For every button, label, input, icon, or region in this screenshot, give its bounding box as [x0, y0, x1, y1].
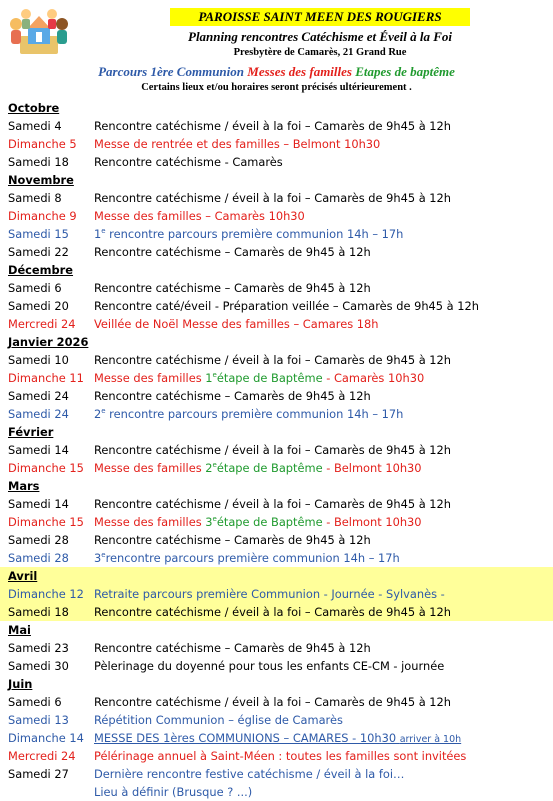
- ordinal-superscript: e: [101, 227, 106, 236]
- schedule-entry: [0, 387, 553, 405]
- entry-description: [94, 189, 451, 207]
- planning-subtitle: Planning rencontres Catéchisme et Éveil à la Foi: [188, 29, 452, 44]
- month-heading: [0, 333, 553, 351]
- entry-description: [94, 711, 343, 729]
- entry-day: Samedi 23: [8, 641, 69, 655]
- month-heading: [0, 423, 553, 441]
- entry-text: Rencontre catéchisme / éveil à la foi – Camarès de 9h45 à 12h: [94, 695, 452, 709]
- entry-description: [94, 297, 479, 315]
- entry-description: [94, 495, 451, 513]
- entry-description: [94, 639, 371, 657]
- schedule-entry: [0, 243, 553, 261]
- entry-text: rencontre parcours première communion 14h – 17h: [105, 407, 404, 421]
- entry-day: Samedi 20: [8, 299, 69, 313]
- schedule-entry: [0, 783, 553, 801]
- entry-text: étape de Baptême: [216, 371, 323, 385]
- schedule-entry: [0, 495, 553, 513]
- month-heading: [0, 621, 553, 639]
- schedule-entry: [0, 405, 553, 423]
- entry-description: [94, 585, 445, 603]
- month-label: Octobre: [8, 101, 60, 115]
- schedule-entry: [0, 603, 553, 621]
- schedule-entry: [0, 765, 553, 783]
- entry-description: [94, 693, 451, 711]
- entry-description: [94, 153, 283, 171]
- schedule-entry: [0, 297, 553, 315]
- entry-text: Rencontre catéchisme / éveil à la foi – Camarès de 9h45 à 12h: [94, 497, 452, 511]
- entry-description: [94, 405, 403, 423]
- schedule-entry: [0, 513, 553, 531]
- entry-day: Samedi 24: [8, 389, 69, 403]
- entry-text: 3: [205, 515, 213, 529]
- entry-text: - Camarès 10h30: [322, 371, 425, 385]
- entry-day: Samedi 30: [8, 659, 69, 673]
- entry-text: Veillée de Noël Messe des familles – Camares 18h: [94, 317, 379, 331]
- entry-day: Samedi 27: [8, 767, 69, 781]
- entry-day: Samedi 10: [8, 353, 69, 367]
- entry-day: Dimanche 9: [8, 209, 77, 223]
- entry-text: 2: [205, 461, 213, 475]
- entry-text: Rencontre catéchisme / éveil à la foi – Camarès de 9h45 à 12h: [94, 119, 452, 133]
- entry-day: Dimanche 11: [8, 371, 84, 385]
- schedule-entry: [0, 639, 553, 657]
- entry-day: Samedi 28: [8, 551, 69, 565]
- entry-description: [94, 243, 371, 261]
- schedule-entry: [0, 207, 553, 225]
- entry-text: étape de Baptême: [216, 515, 323, 529]
- schedule-entry: [0, 729, 553, 747]
- entry-day: Samedi 6: [8, 281, 62, 295]
- entry-text: Retraite parcours première Communion - Journée - Sylvanès -: [94, 587, 445, 601]
- entry-text: arriver à 10h: [399, 734, 462, 745]
- entry-text: Rencontre catéchisme / éveil à la foi – Camarès de 9h45 à 12h: [94, 353, 452, 367]
- entry-text: Rencontre catéchisme – Camarès de 9h45 à 12h: [94, 281, 371, 295]
- legend-masses: Messes des familles: [247, 64, 356, 79]
- entry-day: Samedi 4: [8, 119, 62, 133]
- entry-day: Samedi 24: [8, 407, 69, 421]
- entry-text: Rencontre catéchisme / éveil à la foi – Camarès de 9h45 à 12h: [94, 443, 452, 457]
- entry-text: rencontre parcours première communion 14h – 17h: [105, 551, 400, 565]
- schedule-entry: [0, 279, 553, 297]
- month-label: Avril: [8, 569, 38, 583]
- entry-day: Mercredi 24: [8, 317, 76, 331]
- entry-text: Pélérinage annuel à Saint-Méen : toutes les familles sont invitées: [94, 749, 467, 763]
- entry-description: [94, 351, 451, 369]
- entry-text: Répétition Communion – église de Camarès: [94, 713, 343, 727]
- legend-communion: Parcours 1ère Communion: [98, 64, 248, 79]
- schedule-entry: [0, 369, 553, 387]
- entry-description: [94, 117, 451, 135]
- entry-day: Samedi 14: [8, 497, 69, 511]
- color-legend: [0, 64, 553, 80]
- entry-text: 2: [94, 407, 102, 421]
- entry-description: [94, 603, 451, 621]
- entry-description: [94, 783, 252, 801]
- entry-day: Samedi 18: [8, 155, 69, 169]
- month-label: Novembre: [8, 173, 74, 187]
- schedule-entry: [0, 351, 553, 369]
- ordinal-superscript: e: [212, 371, 217, 380]
- presbytery-address: Presbytère de Camarès, 21 Grand Rue: [233, 47, 407, 58]
- schedule-entry: [0, 531, 553, 549]
- parish-title: PAROISSE SAINT MEEN DES ROUGIERS: [170, 8, 470, 26]
- month-label: Février: [8, 425, 54, 439]
- schedule-entry: [0, 153, 553, 171]
- legend-baptism: Etapes de baptême: [355, 64, 455, 79]
- entry-text: 1: [205, 371, 213, 385]
- entry-text: Messe des familles: [94, 461, 206, 475]
- entry-text: Messe des familles: [94, 515, 206, 529]
- entry-day: Dimanche 15: [8, 461, 84, 475]
- entry-text: Rencontre caté/éveil - Préparation veillée – Camarès de 9h45 à 12h: [94, 299, 479, 313]
- month-heading: [0, 171, 553, 189]
- entry-day: Dimanche 5: [8, 137, 77, 151]
- entry-text: Rencontre catéchisme - Camarès: [94, 155, 283, 169]
- entry-day: Dimanche 12: [8, 587, 84, 601]
- entry-text: Pèlerinage du doyenné pour tous les enfants CE-CM - journée: [94, 659, 445, 673]
- schedule-entry: [0, 135, 553, 153]
- schedule-entry: [0, 315, 553, 333]
- ordinal-superscript: e: [101, 407, 106, 416]
- entry-text: Rencontre catéchisme / éveil à la foi – Camarès de 9h45 à 12h: [94, 191, 452, 205]
- month-label: Janvier 2026: [8, 335, 89, 349]
- header: [0, 0, 553, 100]
- entry-description: [94, 387, 371, 405]
- entry-text: 1: [94, 227, 102, 241]
- schedule-list: [0, 99, 553, 801]
- ordinal-superscript: e: [212, 461, 217, 470]
- entry-description: [94, 207, 305, 225]
- entry-day: Samedi 13: [8, 713, 69, 727]
- entry-day: Dimanche 15: [8, 515, 84, 529]
- month-heading: [0, 99, 553, 117]
- schedule-entry: [0, 189, 553, 207]
- entry-text: Rencontre catéchisme / éveil à la foi – Camarès de 9h45 à 12h: [94, 605, 452, 619]
- entry-description: [94, 549, 400, 567]
- month-heading: [0, 567, 553, 585]
- entry-description: [94, 315, 379, 333]
- entry-description: [94, 225, 403, 243]
- schedule-entry: [0, 459, 553, 477]
- entry-day: Samedi 8: [8, 191, 62, 205]
- entry-text: - Belmont 10h30: [322, 515, 422, 529]
- schedule-entry: [0, 747, 553, 765]
- schedule-note: Certains lieux et/ou horaires seront précisés ultérieurement .: [141, 82, 412, 93]
- entry-day: Mercredi 24: [8, 749, 76, 763]
- entry-text: Rencontre catéchisme – Camarès de 9h45 à 12h: [94, 389, 371, 403]
- entry-description: [94, 747, 466, 765]
- entry-description: [94, 765, 404, 783]
- entry-text: MESSE DES 1ères COMMUNIONS – CAMARES - 10h30: [94, 731, 400, 745]
- entry-text: 3: [94, 551, 102, 565]
- schedule-entry: [0, 117, 553, 135]
- schedule-entry: [0, 225, 553, 243]
- ordinal-superscript: e: [101, 551, 106, 560]
- month-heading: [0, 477, 553, 495]
- entry-day: Samedi 18: [8, 605, 69, 619]
- month-heading: [0, 261, 553, 279]
- entry-description: [94, 729, 461, 749]
- entry-text: Rencontre catéchisme – Camarès de 9h45 à 12h: [94, 533, 371, 547]
- entry-description: [94, 657, 444, 675]
- schedule-entry: [0, 693, 553, 711]
- month-label: Décembre: [8, 263, 74, 277]
- ordinal-superscript: e: [212, 515, 217, 524]
- entry-day: Samedi 6: [8, 695, 62, 709]
- entry-text: Lieu à définir (Brusque ? ...): [94, 785, 253, 799]
- entry-day: Samedi 14: [8, 443, 69, 457]
- entry-text: Messe de rentrée et des familles – Belmont 10h30: [94, 137, 381, 151]
- children-praying-logo-icon: [6, 6, 72, 56]
- entry-text: Dernière rencontre festive catéchisme / éveil à la foi…: [94, 767, 405, 781]
- entry-day: Samedi 22: [8, 245, 69, 259]
- schedule-entry: [0, 549, 553, 567]
- entry-text: - Belmont 10h30: [322, 461, 422, 475]
- month-heading: [0, 675, 553, 693]
- month-label: Mars: [8, 479, 40, 493]
- schedule-entry: [0, 657, 553, 675]
- entry-description: [94, 369, 424, 387]
- entry-day: Samedi 28: [8, 533, 69, 547]
- entry-day: Samedi 15: [8, 227, 69, 241]
- schedule-entry: [0, 585, 553, 603]
- entry-description: [94, 531, 371, 549]
- month-label: Mai: [8, 623, 31, 637]
- entry-description: [94, 279, 371, 297]
- entry-text: Messe des familles – Camarès 10h30: [94, 209, 305, 223]
- entry-text: rencontre parcours première communion 14h – 17h: [105, 227, 404, 241]
- entry-text: Rencontre catéchisme – Camarès de 9h45 à 12h: [94, 641, 371, 655]
- month-label: Juin: [8, 677, 33, 691]
- entry-description: [94, 441, 451, 459]
- entry-text: Messe des familles: [94, 371, 206, 385]
- entry-description: [94, 135, 380, 153]
- entry-text: étape de Baptême: [216, 461, 323, 475]
- entry-description: [94, 459, 422, 477]
- schedule-entry: [0, 711, 553, 729]
- entry-description: [94, 513, 422, 531]
- entry-day: Dimanche 14: [8, 731, 84, 745]
- entry-text: Rencontre catéchisme – Camarès de 9h45 à 12h: [94, 245, 371, 259]
- schedule-entry: [0, 441, 553, 459]
